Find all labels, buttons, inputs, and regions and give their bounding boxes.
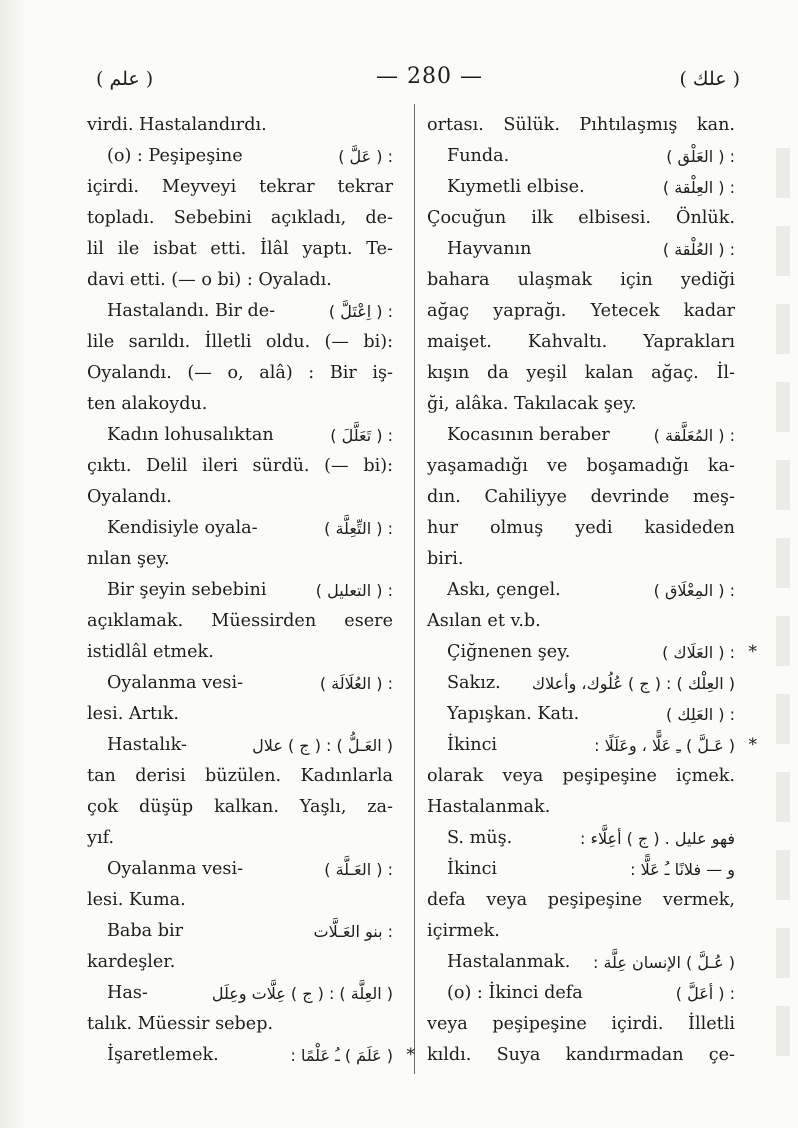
text-line bbox=[427, 141, 735, 172]
arabic-headword: ( العِلْك ) : ( ج ) عُلُوك، وأعلاك bbox=[531, 674, 735, 693]
line-text: (o) : İkinci defa bbox=[447, 983, 583, 1003]
arabic-headword: : ( عَلَّ ) bbox=[338, 147, 393, 166]
line-text: Yapışkan. Katı. bbox=[447, 704, 580, 724]
text-line bbox=[87, 916, 393, 947]
text-line bbox=[87, 1009, 393, 1040]
line-text: hur olmuş yedi kasideden bbox=[427, 518, 735, 538]
line-text: Oyalandı. bbox=[87, 487, 172, 507]
arabic-headword: ( العَـلُّ ) : ( ج ) علال bbox=[252, 736, 393, 755]
entry-star-marker: * bbox=[748, 642, 757, 662]
line-text: virdi. Hastalandırdı. bbox=[87, 115, 267, 135]
text-line bbox=[87, 327, 393, 358]
line-text: ten alakoydu. bbox=[87, 394, 208, 414]
line-text: yıf. bbox=[87, 828, 115, 848]
text-line bbox=[427, 792, 735, 823]
entry-star-marker: * bbox=[406, 1045, 415, 1065]
text-line bbox=[427, 916, 735, 947]
text-line bbox=[87, 265, 393, 296]
arabic-headword: : ( اِعْتَلَّ ) bbox=[328, 302, 393, 321]
line-text: İkinci bbox=[447, 859, 498, 879]
arabic-headword: : ( تَعَلَّلَ ) bbox=[330, 426, 393, 445]
text-line bbox=[427, 668, 735, 699]
text-line bbox=[87, 389, 393, 420]
line-text: Has- bbox=[107, 983, 148, 1003]
line-text: Hayvanın bbox=[447, 239, 532, 259]
text-line bbox=[427, 327, 735, 358]
line-text: olarak veya peşipeşine içmek. bbox=[427, 766, 735, 786]
line-text: Funda. bbox=[447, 146, 510, 166]
arabic-headword: فهو عليل . ( ج ) أعِلَّاء : bbox=[579, 829, 735, 848]
text-line bbox=[427, 203, 735, 234]
line-text: lile sarıldı. İlletli oldu. (— bi): bbox=[87, 332, 393, 352]
line-text: dın. Cahiliyye devrinde meş- bbox=[427, 487, 735, 507]
text-line bbox=[87, 234, 393, 265]
arabic-headword: و — فلانًا ـُ عَلًّا : bbox=[630, 860, 735, 879]
text-line bbox=[427, 296, 735, 327]
line-text: Hastalanmak. bbox=[427, 797, 551, 817]
text-line bbox=[87, 792, 393, 823]
line-text: Hastalanmak. bbox=[447, 952, 571, 972]
text-line bbox=[427, 110, 735, 141]
line-text: ağaç yaprağı. Yetecek kadar bbox=[427, 301, 735, 321]
header-right-keyword: ( علك ) bbox=[679, 68, 740, 90]
line-text: Askı, çengel. bbox=[447, 580, 561, 600]
text-line bbox=[427, 761, 735, 792]
line-text: yaşamadığı ve boşamadığı ka- bbox=[427, 456, 735, 476]
page-number: — 280 — bbox=[376, 64, 483, 89]
line-text: biri. bbox=[427, 549, 464, 569]
text-line bbox=[87, 885, 393, 916]
right-column bbox=[427, 110, 757, 1071]
line-text: Sakız. bbox=[447, 673, 501, 693]
line-text: çıktı. Delil ileri sürdü. (— bi): bbox=[87, 456, 393, 476]
text-line bbox=[87, 699, 393, 730]
text-line bbox=[427, 513, 735, 544]
arabic-headword: : ( التِّعِلَّة ) bbox=[324, 519, 393, 538]
line-text: ortası. Sülük. Pıhtılaşmış kan. bbox=[427, 115, 735, 135]
entry-star-marker: * bbox=[748, 735, 757, 755]
arabic-headword: : ( المِعْلَاق ) bbox=[653, 581, 735, 600]
arabic-headword: ( عَلَمَ ) ـُ عَلْمًا : bbox=[290, 1046, 393, 1065]
line-text: S. müş. bbox=[447, 828, 513, 848]
line-text: ği, alâka. Takılacak şey. bbox=[427, 394, 637, 414]
line-text: Hastalık- bbox=[107, 735, 187, 755]
text-line bbox=[427, 265, 735, 296]
arabic-headword: : بنو العَـلَّات bbox=[313, 922, 393, 941]
arabic-headword: : ( التعليل ) bbox=[315, 581, 393, 600]
arabic-headword: : ( العِلْقة ) bbox=[662, 178, 735, 197]
arabic-headword: : ( العُلَالَة ) bbox=[319, 674, 393, 693]
text-line bbox=[427, 978, 735, 1009]
arabic-headword: : ( المُعَلَّقة ) bbox=[653, 426, 735, 445]
line-text: nılan şey. bbox=[87, 549, 170, 569]
line-text: (o) : Peşipeşine bbox=[107, 146, 243, 166]
scan-edge-shadow bbox=[0, 0, 26, 1128]
text-line bbox=[87, 978, 393, 1009]
line-text: Kadın lohusalıktan bbox=[107, 425, 274, 445]
text-line bbox=[427, 823, 735, 854]
text-line bbox=[427, 637, 757, 668]
text-line bbox=[427, 234, 735, 265]
arabic-headword: ( العِلَّة ) : ( ج ) عِلَّات وعِلَل bbox=[211, 984, 393, 1003]
line-text: içirmek. bbox=[427, 921, 500, 941]
text-line bbox=[427, 947, 735, 978]
left-column bbox=[87, 110, 415, 1071]
text-line bbox=[427, 885, 735, 916]
line-text: İşaretlemek. bbox=[107, 1045, 219, 1065]
text-line bbox=[427, 699, 735, 730]
line-text: Bir şeyin sebebini bbox=[107, 580, 267, 600]
line-text: Çiğnenen şey. bbox=[447, 642, 571, 662]
line-text: topladı. Sebebini açıkladı, de- bbox=[87, 208, 393, 228]
line-text: defa veya peşipeşine vermek, bbox=[427, 890, 735, 910]
line-text: içirdi. Meyveyi tekrar tekrar bbox=[87, 177, 393, 197]
column-divider bbox=[414, 104, 415, 1074]
line-text: kışın da yeşil kalan ağaç. İl- bbox=[427, 363, 735, 383]
scan-margin-marks bbox=[776, 120, 790, 1070]
line-text: Baba bir bbox=[107, 921, 184, 941]
text-line bbox=[87, 730, 393, 761]
line-text: veya peşipeşine içirdi. İlletli bbox=[427, 1014, 735, 1034]
text-line bbox=[87, 606, 393, 637]
text-line bbox=[427, 1009, 735, 1040]
text-line bbox=[87, 296, 393, 327]
text-line bbox=[87, 854, 393, 885]
line-text: lil ile isbat etti. İlâl yaptı. Te- bbox=[87, 239, 393, 259]
line-text: Kendisiyle oyala- bbox=[107, 518, 258, 538]
line-text: açıklamak. Müessirden esere bbox=[87, 611, 393, 631]
text-line bbox=[427, 606, 735, 637]
text-line bbox=[87, 172, 393, 203]
text-line bbox=[87, 637, 393, 668]
line-text: istidlâl etmek. bbox=[87, 642, 214, 662]
header-left-keyword: ( علم ) bbox=[96, 68, 154, 90]
text-line bbox=[427, 482, 735, 513]
line-text: Oyalanma vesi- bbox=[107, 859, 244, 879]
text-line bbox=[87, 575, 393, 606]
text-line bbox=[87, 358, 393, 389]
line-text: lesi. Kuma. bbox=[87, 890, 186, 910]
text-line bbox=[427, 172, 735, 203]
line-text: davi etti. (— o bi) : Oyaladı. bbox=[87, 270, 332, 290]
line-text: Kocasının beraber bbox=[447, 425, 610, 445]
text-line bbox=[427, 1040, 735, 1071]
text-line bbox=[87, 110, 393, 141]
text-line bbox=[427, 451, 735, 482]
arabic-headword: : ( العَلَاك ) bbox=[662, 643, 735, 662]
line-text: lesi. Artık. bbox=[87, 704, 179, 724]
text-line bbox=[427, 389, 735, 420]
line-text: kardeşler. bbox=[87, 952, 176, 972]
line-text: bahara ulaşmak için yediği bbox=[427, 270, 735, 290]
line-text: İkinci bbox=[447, 735, 498, 755]
line-text: tan derisi büzülen. Kadınlarla bbox=[87, 766, 393, 786]
text-line bbox=[87, 141, 393, 172]
text-line bbox=[427, 575, 735, 606]
text-line bbox=[87, 451, 393, 482]
line-text: Oyalandı. (— o, alâ) : Bir iş- bbox=[87, 363, 393, 383]
text-line bbox=[87, 203, 393, 234]
text-line bbox=[87, 1040, 415, 1071]
text-line bbox=[427, 420, 735, 451]
line-text: Çocuğun ilk elbisesi. Önlük. bbox=[427, 208, 735, 228]
line-text: kıldı. Suya kandırmadan çe- bbox=[427, 1045, 735, 1065]
text-line bbox=[427, 854, 735, 885]
line-text: talık. Müessir sebep. bbox=[87, 1014, 274, 1034]
arabic-headword: : ( العَلْق ) bbox=[666, 147, 735, 166]
arabic-headword: : ( أعَلَّ ) bbox=[675, 984, 735, 1003]
text-line bbox=[87, 668, 393, 699]
text-line bbox=[427, 358, 735, 389]
arabic-headword: : ( العُلْقة ) bbox=[662, 240, 735, 259]
arabic-headword: ( عَـلَّ ) ـِ عَلًّا ، وعَلَلًا : bbox=[594, 736, 735, 755]
arabic-headword: ( عُـلَّ ) الإنسان عِلَّة : bbox=[593, 953, 735, 972]
line-text: Hastalandı. Bir de- bbox=[107, 301, 276, 321]
page-header bbox=[96, 64, 746, 94]
text-line bbox=[427, 544, 735, 575]
line-text: çok düşüp kalkan. Yaşlı, za- bbox=[87, 797, 393, 817]
line-text: Asılan et v.b. bbox=[427, 611, 541, 631]
line-text: maişet. Kahvaltı. Yaprakları bbox=[427, 332, 735, 352]
text-line bbox=[87, 544, 393, 575]
text-line bbox=[87, 823, 393, 854]
text-line bbox=[87, 482, 393, 513]
arabic-headword: : ( العَـلَّة ) bbox=[324, 860, 393, 879]
text-line bbox=[427, 730, 757, 761]
line-text: Oyalanma vesi- bbox=[107, 673, 244, 693]
line-text: Kıymetli elbise. bbox=[447, 177, 585, 197]
text-line bbox=[87, 513, 393, 544]
text-line bbox=[87, 947, 393, 978]
text-line bbox=[87, 761, 393, 792]
arabic-headword: : ( العَلِك ) bbox=[666, 705, 735, 724]
text-line bbox=[87, 420, 393, 451]
